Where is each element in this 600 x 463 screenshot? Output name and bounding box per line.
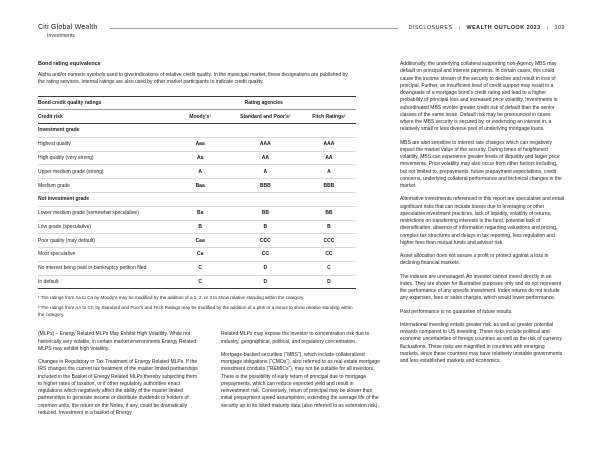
sp-cell: AA <box>261 155 269 162</box>
fitch-cell: C <box>327 265 331 272</box>
sp-cell: BB <box>261 210 269 217</box>
moodys-cell: A <box>198 168 202 175</box>
credit-risk-cell: Poor quality (may default) <box>38 237 95 244</box>
column-header-moodys: Moody's¹ <box>189 113 212 120</box>
risk-paragraph: Changes in Regulatory or Tax Treatment of Energy Related MLPs. If the IRS changes the current tax treatment of the master limited partnerships included in the Basket of Energy Related MLPs thereby subjecting them to higher rates of taxation, or if other regulatory authorities enact regulations which negatively affect the ability of the master limited partnerships to generate income or distribute dividends to holders of common units, the return on the Notes, if any, could be dramatically reduced. Investment in a basket of Energy <box>38 359 198 416</box>
credit-risk-cell: High quality (very strong) <box>38 155 94 162</box>
sp-cell: D <box>263 279 268 286</box>
credit-risk-cell: No interest being paid or bankruptcy petition filed <box>38 265 147 272</box>
meta-separator: | <box>458 25 461 31</box>
fitch-cell: D <box>327 279 331 286</box>
moodys-cell: Ca <box>196 251 204 258</box>
fitch-cell: AAA <box>323 141 335 148</box>
fitch-cell: AA <box>325 155 333 162</box>
credit-risk-cell: In default <box>38 279 59 286</box>
brand-name: Citi Global Wealth <box>38 24 98 31</box>
disclosure-paragraph: International investing entails greater risk, as well as greater potential rewards compared to US investing. These risks include political and economic uncertainties of foreign countries as well as the risk of currency fluctuations. These risks are magnified in countries with emerging markets, since these countries may have relatively unstable governments and less established markets and economics. <box>400 321 563 364</box>
table-row <box>38 179 356 193</box>
table-row <box>38 234 356 248</box>
risk-paragraph: (MLPs) – Energy Related MLPs May Exhibit High Volatility. While not historically very volatile, in certain market environments Energy Related MLPS may exhibit high volatility. <box>38 331 197 352</box>
content-columns <box>38 61 565 423</box>
credit-risk-cell: Lower medium grade (somewhat speculative) <box>38 210 139 217</box>
moodys-cell: Ba <box>196 210 204 217</box>
table-section-row <box>38 193 356 207</box>
footnote-1: ¹ The ratings from Aa to Ca by Moody's may be modified by the addition of a 1, 2, or 3 to show relative standing within the category. <box>38 295 305 301</box>
bottom-text-columns <box>38 331 383 423</box>
meta-separator: | <box>546 25 549 31</box>
meta-report-title: WEALTH OUTLOOK 2023 <box>466 25 541 31</box>
sp-cell: D <box>263 265 268 272</box>
moodys-cell: Baa <box>195 182 205 189</box>
brand-subtitle: Investments <box>47 33 75 39</box>
disclosure-paragraph: Past performance is no guarantee of future results. <box>400 308 513 315</box>
table-row <box>38 165 356 179</box>
right-column <box>400 61 565 423</box>
risk-paragraph: Mortgage-backed securities (“MBS”), which include collateralized mortgage obligations (“CMOs”), also referred to as real estate mortgage investment conduits (“REMICs”), may not be suitable for all investors. There is the possibility of early return of principal due to mortgage prepayments, which can reduce expected yield and result in reinvestment risk. Conversely, return of principal may be slower than initial prepayment speed assumptions, extending the average life of the security up to its listed maturity date (also referred to as extension risk). <box>221 351 380 409</box>
bottom-column-middle <box>221 331 382 423</box>
disclosure-paragraph: The indexes are unmanaged. An investor cannot invest directly in an index. They are shown for illustrative purposes only and do not represent the performance of any specific investment. Index returns do not include any expenses, fees or sales charges, which would lower performance. <box>400 273 562 302</box>
table-header-row <box>38 110 356 124</box>
disclosure-paragraph: MBS are also sensitive to interest rate changes which can negatively impact the market value of the security. During times of heightened volatility, MBS can experience greater levels of illiquidity and larger price movements. Price volatility may also occur from other factors including, but not limited to, prepayments, future prepayment expectations, credit concerns, underlying collateral performance and technical changes in the market. <box>400 139 562 189</box>
table-row <box>38 248 356 262</box>
table-caption-left: Bond credit quality ratings <box>38 99 102 106</box>
page-header <box>38 24 565 39</box>
sp-cell: BBB <box>259 182 271 189</box>
section-title: Bond rating equivalence <box>38 61 101 67</box>
sp-cell: B <box>263 223 268 230</box>
credit-risk-cell: Most speculative <box>38 251 76 258</box>
column-header-fitch: Fitch Ratings² <box>312 113 346 120</box>
meta-disclosures-label: DISCLOSURES <box>408 25 453 31</box>
credit-risk-cell: Investment grade <box>38 127 80 134</box>
header-meta <box>408 25 565 31</box>
moodys-cell: Caa <box>195 237 205 244</box>
table-row <box>38 138 356 152</box>
fitch-cell: A <box>327 168 331 175</box>
credit-risk-cell: Medium grade <box>38 182 70 189</box>
credit-risk-cell: Not investment grade <box>38 196 90 203</box>
table-row <box>38 262 356 276</box>
fitch-cell: CCC <box>323 237 335 244</box>
disclosure-paragraph: Additionally, the underlying collateral supporting non-Agency MBS may default on principal and interest payments. In certain cases, this could cause the income stream of the security to decline and result in loss of principal. Further, an insufficient level of credit support may result in a downgrade of a mortgage bond's credit rating and lead to a higher probability of principal loss and increased price volatility. Investments in subordinated MBS involve greater credit risk of default than the senior classes of the same issue. Default risk may be pronounced in cases where the MBS security is secured by, or evidencing an interest in, a relatively small or less diverse pool of underlying mortgage loans. <box>400 61 558 133</box>
moodys-cell: C <box>198 265 202 272</box>
moodys-cell: B <box>198 223 202 230</box>
moodys-cell: C <box>198 279 202 286</box>
table-caption-right: Rating agencies <box>244 99 283 106</box>
credit-risk-cell: Upper medium grade (strong) <box>38 168 104 175</box>
disclosure-paragraph: Asset allocation does not assure a profit or protect against a loss in declining financial markets. <box>400 253 549 267</box>
bottom-column-left <box>38 331 199 423</box>
fitch-cell: CC <box>325 251 333 258</box>
table-footnotes <box>38 295 356 318</box>
fitch-cell: BBB <box>323 182 335 189</box>
intro-paragraph: Alpha and/or numeric symbols used to give indications of relative credit quality. In the municipal market, these designations are published by the rating services. Internal ratings are also used by other market participants to indicate credit quality. <box>38 72 348 86</box>
column-header-credit-risk: Credit risk <box>38 113 63 120</box>
disclosure-paragraph: Alternative investments referenced in this report are speculative and entail significant risks that can include losses due to leveraging or other speculative investment practices, lack of liquidity, volatility of returns, restrictions on transferring interests in the fund, potential lack of diversification, absence of information regarding valuations and pricing, complex tax structures and delays in tax reporting, less regulation and higher fees than mutual funds and advisor risk. <box>400 196 564 246</box>
footnote-2: ² The ratings from AA to CC by Standard and Poor's and Fitch Ratings may be modified by the addition of a plus or a minus to show relative standing within the category. <box>38 305 353 317</box>
bond-rating-table <box>38 96 356 290</box>
header-rule <box>110 28 399 29</box>
sp-cell: AAA <box>259 141 271 148</box>
table-row <box>38 276 356 290</box>
fitch-cell: B <box>327 223 331 230</box>
table-caption-row <box>38 97 356 111</box>
left-column <box>38 61 383 423</box>
sp-cell: A <box>263 168 268 175</box>
meta-page-number: 109 <box>554 25 565 31</box>
brand-block <box>38 24 98 39</box>
credit-risk-cell: Low grade (speculative) <box>38 223 92 230</box>
fitch-cell: BB <box>325 210 333 217</box>
sp-cell: CCC <box>259 237 271 244</box>
moodys-cell: Aaa <box>195 141 205 148</box>
risk-paragraph: Related MLPs may expose the investor to concentration risk due to industry, geographical, political, and regulatory concentration. <box>221 331 370 345</box>
sp-cell: CC <box>261 251 269 258</box>
credit-risk-cell: Highest quality <box>38 141 71 148</box>
table-row <box>38 207 356 221</box>
table-section-row <box>38 124 356 138</box>
table-row <box>38 221 356 235</box>
column-header-sp: Standard and Poor's² <box>240 113 291 120</box>
moodys-cell: Aa <box>196 155 204 162</box>
table-row <box>38 152 356 166</box>
